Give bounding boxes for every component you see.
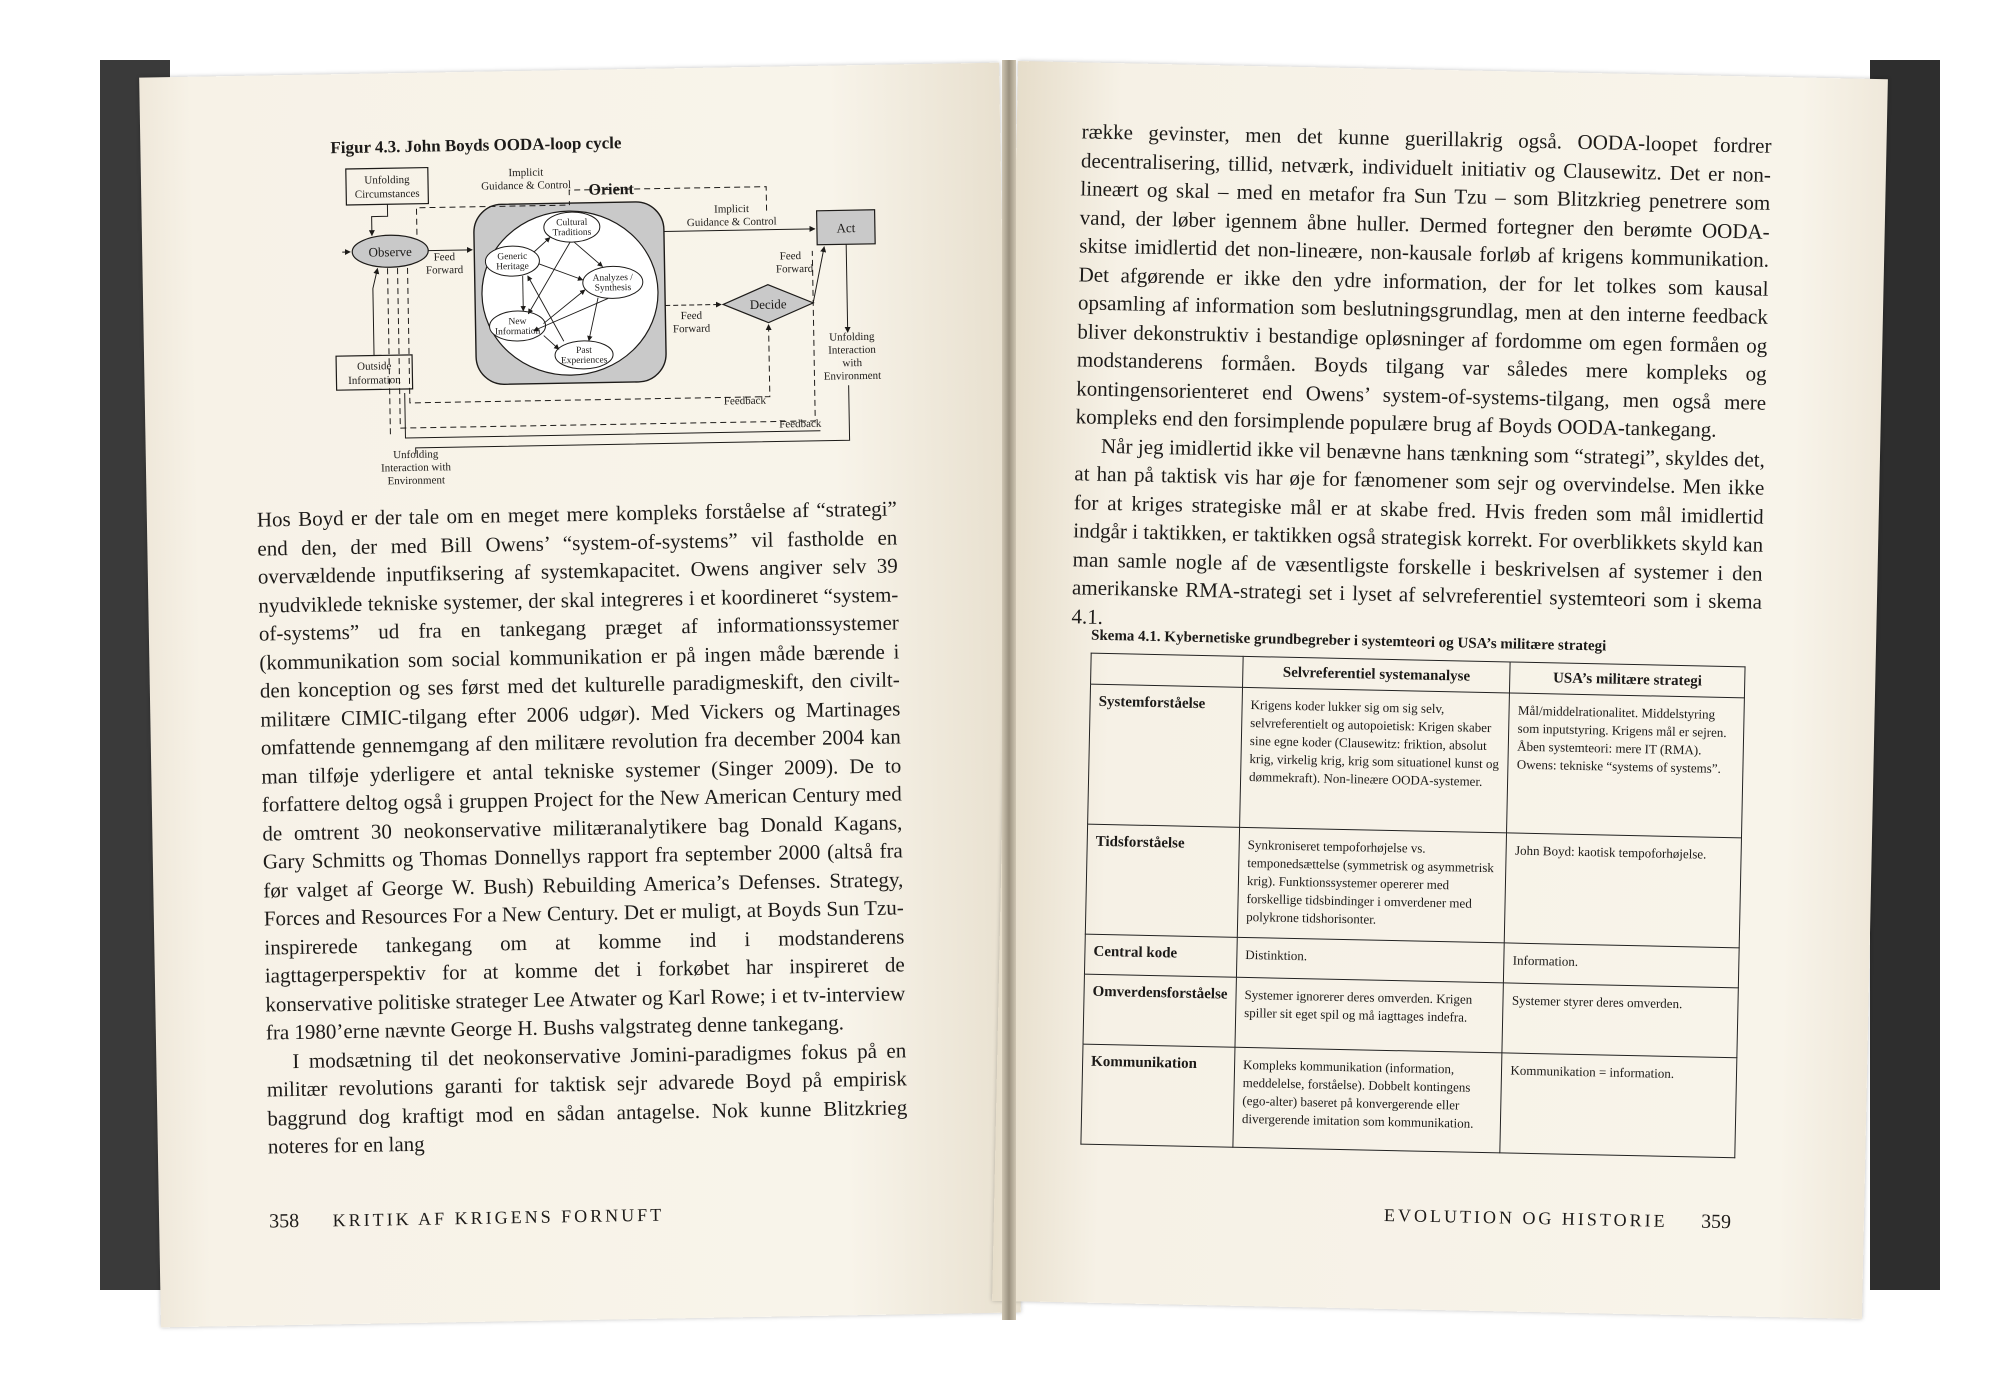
page-number-left: 358 <box>268 1209 300 1233</box>
right-body-text <box>1071 117 1772 644</box>
table-header-selvreferentiel: Selvreferentiel systemanalyse <box>1242 656 1510 693</box>
table-cell: Krigens koder lukker sig om sig selv, selvreferentielt og autopoietisk: Krigen skaber sine egne koder (Clausewitz: friktion, absolut krig, virkelig krig, krig som situationel kunst og dømmekraft). Non-lineære OODA-systemer. <box>1240 687 1510 833</box>
right-footer <box>1384 1204 1732 1234</box>
label-implicit-guidance-top: ImplicitGuidance & Control <box>481 166 572 193</box>
table-row <box>1081 1044 1737 1158</box>
right-page <box>992 61 1888 1319</box>
label-generic-heritage: GenericHeritage <box>496 251 529 273</box>
right-paragraph-1: række gevinster, men det kunne guerillakrig også. OODA-loopet fordrer decentralisering, tillid, netværk, individuelt initiativ og Clausewitz. Det er non-lineært og skal – med en metafor fra Sun Tzu – som Blitzkrieg penetrere som vand, der løber igennem åbne huller. Dermed fortegner den berømte OODA-skitse imidlertid det non-lineære, non-kausale forløb af krigens kommunikation. Det afgørende er ikke den ydre information, der for let tolkes som kausal opsamling af information som beslutningsgrundlag, men at den interne feedback bliver dekonstruktiv i bestandige opløsninger af fordomme om egen formåen og modstanderens formåen. Boyds tilgang var således mere kompleks og kontingensorienteret end Owens’ system-of-systems-tilgang, men også mere kompleks end den forsimplende populære brug af Boyds OODA-tankegang. <box>1075 119 1772 442</box>
table-cell: Kompleks kommunikation (information, meddelelse, forståelse). Dobbelt kontingens (ego-alter) baseret på konvergerende eller divergerende imitation som kommunikation. <box>1233 1047 1502 1153</box>
right-paragraph-2: Når jeg imidlertid ikke vil benævne hans tænkning som “strategi”, skyldes det, at han på taktisk vis har øje for fænomener som sejr og overvindelse. Men ikke for at kriges strategiske mål er at skabe fred. Hvis freden som mål imidlertid indgår i taktikken, er taktikken også strategisk korrekt. For overblikkets skyld kan man samle nogle af de væsentligste forskelle i beskrivelsen af systemer i den amerikanske RMA-strategi set i lyset af selvreferentiel systemteori som i skema 4.1. <box>1071 433 1766 629</box>
label-new-information: NewInformation <box>494 316 541 338</box>
label-feedback-1: Feedback <box>723 394 767 408</box>
left-body-text <box>257 494 908 1161</box>
table-cell: Mål/middelrationalitet. Middelstyring som inputstyring. Krigens mål er sejren. Åben systemteori: mere IT (RMA). Owens: tekniske “systems of systems”. <box>1507 693 1744 838</box>
label-orient: Orient <box>588 180 634 199</box>
row-header: Central kode <box>1084 934 1237 977</box>
label-unfolding-interaction-right: UnfoldingInteractionwithEnvironment <box>823 330 882 383</box>
label-unfolding-circumstances: UnfoldingCircumstances <box>354 173 420 201</box>
label-cultural-traditions: CulturalTraditions <box>552 217 592 239</box>
running-head-left: KRITIK AF KRIGENS FORNUFT <box>332 1204 665 1231</box>
table-cell: Systemer ignorerer deres omverden. Krigen spiller sit eget spil og må iagttages indefra. <box>1235 977 1504 1053</box>
left-footer <box>269 1204 664 1234</box>
label-feed-forward-1: FeedForward <box>425 251 464 277</box>
row-header: Omverdensforståelse <box>1083 974 1236 1047</box>
row-header: Tidsforståelse <box>1085 824 1239 937</box>
table-cell: Kommunikation = information. <box>1500 1053 1737 1158</box>
running-head-right: EVOLUTION OG HISTORIE <box>1383 1204 1668 1231</box>
book-gutter <box>1002 60 1016 1320</box>
table-header-usa: USA’s militære strategi <box>1510 662 1745 698</box>
left-paragraph-1: Hos Boyd er der tale om en meget mere kompleks forståelse af “strategi” end den, der med Bill Owens’ “system-of-systems” vil fastholde en overvældende inputfiksering af systemkapacitet. Owens angiver selv 39 nyudviklede tekniske systemer, der skal integreres i et koordineret “system-of-systems” ud fra en tankegang præget af informationssystemer (kommunikation som social kommunikation er på ingen måde bærende i den konception og ses først med det kulturelle paradigmeskift, den civilt-militære CIMIC-tilgang efter 2006 udgør). Med Vickers og Martinages omfattende gennemgang af den militære revolution fra december 2004 kan man tilføje yderligere et antal tekniske systemer (Singer 2009). De to forfattere deltog også i gruppen Project for the New American Century med de omtrent 30 neokonservative militæranalytikere bag Donald Kagans, Gary Schmitts og Thomas Donnellys rapport fra september 2000 (altså fra før valget af George W. Bush) Rebuilding America’s Defenses. Strategy, Forces and Resources For a New Century. Det er muligt, at Boyds Sun Tzu-inspirerede tankegang om at komme ind i modstanderens iagttagerperspektiv for at komme det i forkøbet har inspireret de konservative politiske strateger Lee Atwater og Karl Rowe; i et tv-interview fra 1980’erne nævnte George H. Bushs valgstrateg denne tankegang. <box>256 496 906 1045</box>
label-outside-information: OutsideInformation <box>348 360 401 387</box>
label-unfolding-interaction-bottom: UnfoldingInteraction withEnvironment <box>380 448 452 488</box>
comparison-table <box>1080 653 1745 1159</box>
left-paragraph-2: I modsætning til det neokonservative Jomini-paradigmes fokus på en militær revolutions garanti for taktisk sejr advarede Boyd på empirisk baggrund dog kraftigt mod en sådan antagelse. Nok kunne Blitzkrieg noteres for en lang <box>266 1037 908 1159</box>
table-cell: Information. <box>1504 943 1739 988</box>
label-observe: Observe <box>368 243 413 260</box>
page-number-right: 359 <box>1700 1210 1732 1234</box>
table-cell: Synkroniseret tempoforhøjelse vs. temponedsættelse (symmetrisk og asymmetrisk krig). Funktionssystemer opererer med forskellige tidsbindinger i omverdener med polykrone tidshorisonter. <box>1237 827 1507 943</box>
table-header-empty <box>1091 653 1244 687</box>
figure-title: Figur 4.3. John Boyds OODA-loop cycle <box>330 133 622 158</box>
table-cell: Distinktion. <box>1236 937 1504 983</box>
label-implicit-guidance-right: ImplicitGuidance & Control <box>686 202 777 230</box>
label-feed-forward-2: FeedForward <box>775 250 814 276</box>
label-decide: Decide <box>749 296 787 312</box>
row-header: Kommunikation <box>1081 1044 1235 1147</box>
label-past-experiences: PastExperiences <box>560 345 608 367</box>
table-cell: John Boyd: kaotisk tempoforhøjelse. <box>1505 833 1742 948</box>
ooda-loop-diagram <box>311 149 917 494</box>
row-header: Systemforståelse <box>1088 684 1243 827</box>
table-cell: Systemer styrer deres omverden. <box>1502 983 1738 1058</box>
table-row <box>1088 684 1745 838</box>
label-feedback-2: Feedback <box>779 417 822 431</box>
left-page <box>139 63 1021 1328</box>
label-analyses-synthesis: Analyzes /Synthesis <box>592 273 634 294</box>
label-act: Act <box>836 220 856 236</box>
table-title: Skema 4.1. Kybernetiske grundbegreber i systemteori og USA’s militære strategi <box>1090 627 1607 655</box>
table-row <box>1085 824 1741 948</box>
label-feed-forward-3: FeedForward <box>672 309 711 336</box>
